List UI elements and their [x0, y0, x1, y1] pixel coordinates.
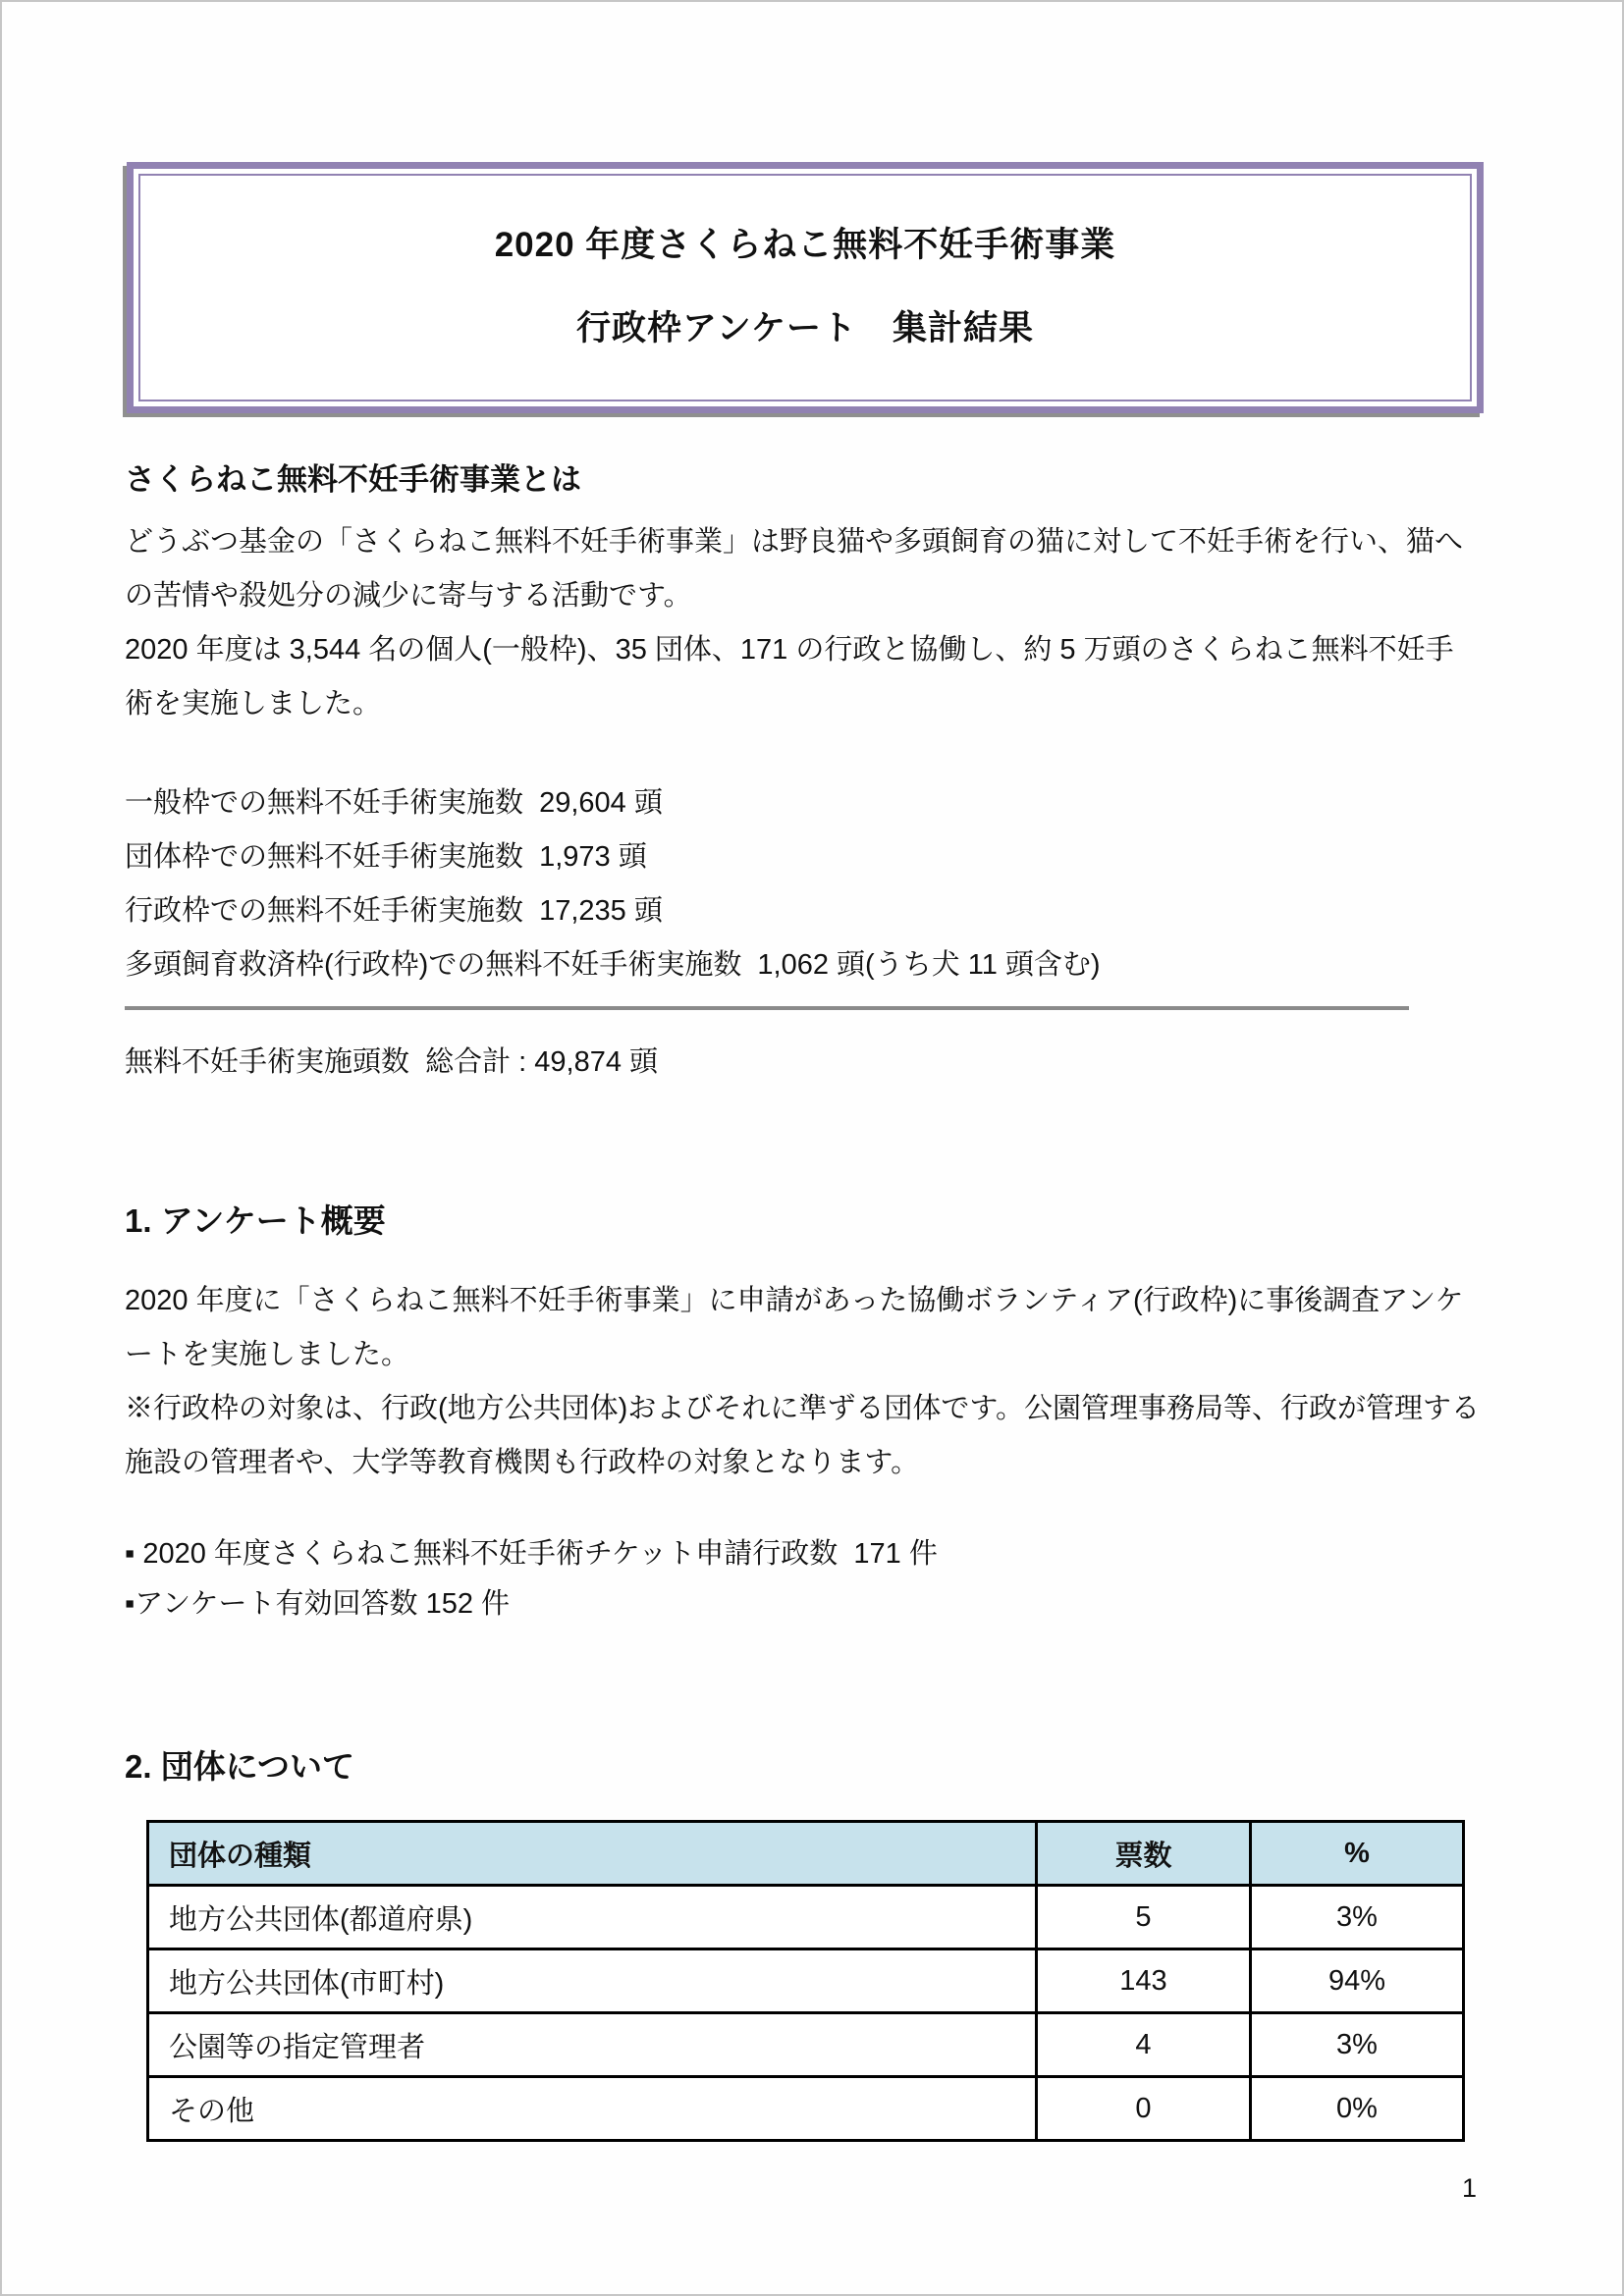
table-cell-percent: 3% — [1251, 1886, 1464, 1949]
table-cell-percent: 94% — [1251, 1949, 1464, 2013]
section1-paragraphs — [125, 1274, 1480, 1490]
table-cell-percent: 3% — [1251, 2013, 1464, 2077]
section1-heading: 1. アンケート概要 — [125, 1202, 386, 1239]
table-cell-votes: 143 — [1037, 1949, 1251, 2013]
document-title-line1: 2020 年度さくらねこ無料不妊手術事業 — [494, 226, 1116, 264]
table-header-type: 団体の種類 — [148, 1822, 1037, 1886]
section1-paragraph-2: ※行政枠の対象は、行政(地方公共団体)およびそれに準ずる団体です。公園管理事務局等、行政が管理する施設の管理者や、大学等教育機関も行政枠の対象となります。 — [125, 1393, 1480, 1478]
stat-line-general: 一般枠での無料不妊手術実施数 29,604 頭 — [125, 787, 663, 819]
surgery-stats-list — [125, 776, 1480, 992]
section1-paragraph-1: 2020 年度に「さくらねこ無料不妊手術事業」に申請があった協働ボランティア(行政枠)に事後調査アンケートを実施しました。 — [125, 1285, 1464, 1370]
table-cell-votes: 0 — [1037, 2077, 1251, 2141]
divider-line — [125, 1006, 1409, 1010]
page-number: 1 — [1461, 2173, 1477, 2203]
table-cell-type: 地方公共団体(市町村) — [148, 1949, 1037, 2013]
table-cell-type: 公園等の指定管理者 — [148, 2013, 1037, 2077]
section1-bullet-list — [125, 1529, 1480, 1629]
intro-heading: さくらねこ無料不妊手術事業とは — [125, 462, 581, 497]
table-header-votes: 票数 — [1037, 1822, 1251, 1886]
table-row — [148, 2013, 1464, 2077]
intro-paragraph-1: どうぶつ基金の「さくらねこ無料不妊手術事業」は野良猫や多頭飼育の猫に対して不妊手術を行い、猫への苦情や殺処分の減少に寄与する活動です。 — [125, 526, 1464, 612]
stat-line-government: 行政枠での無料不妊手術実施数 17,235 頭 — [125, 895, 663, 927]
table-header-row — [148, 1822, 1464, 1886]
title-box-inner — [138, 174, 1472, 401]
document-content — [2, 162, 1622, 2142]
bullet-item-ticket-applications: ▪ 2020 年度さくらねこ無料不妊手術チケット申請行政数 171 件 — [125, 1538, 938, 1570]
stat-total-line: 無料不妊手術実施頭数 総合計 : 49,874 頭 — [125, 1046, 659, 1078]
intro-paragraph-2: 2020 年度は 3,544 名の個人(一般枠)、35 団体、171 の行政と協働し、約 5 万頭のさくらねこ無料不妊手術を実施しました。 — [125, 634, 1454, 720]
bullet-item-valid-responses: ▪アンケート有効回答数 152 件 — [125, 1588, 511, 1620]
table-cell-votes: 4 — [1037, 2013, 1251, 2077]
table-row — [148, 1886, 1464, 1949]
intro-paragraphs — [125, 515, 1480, 731]
document-title-line2: 行政枠アンケート 集計結果 — [576, 309, 1034, 347]
table-cell-type: その他 — [148, 2077, 1037, 2141]
table-header-percent: % — [1251, 1822, 1464, 1886]
organization-type-table — [146, 1820, 1465, 2142]
table-cell-votes: 5 — [1037, 1886, 1251, 1949]
stat-line-group: 団体枠での無料不妊手術実施数 1,973 頭 — [125, 841, 647, 873]
stat-line-multi-cat-rescue: 多頭飼育救済枠(行政枠)での無料不妊手術実施数 1,062 頭(うち犬 11 頭含む) — [125, 949, 1101, 981]
table-row — [148, 1949, 1464, 2013]
section2-heading: 2. 団体について — [125, 1748, 355, 1785]
title-box — [127, 162, 1484, 413]
table-cell-percent: 0% — [1251, 2077, 1464, 2141]
table-row — [148, 2077, 1464, 2141]
table-cell-type: 地方公共団体(都道府県) — [148, 1886, 1037, 1949]
